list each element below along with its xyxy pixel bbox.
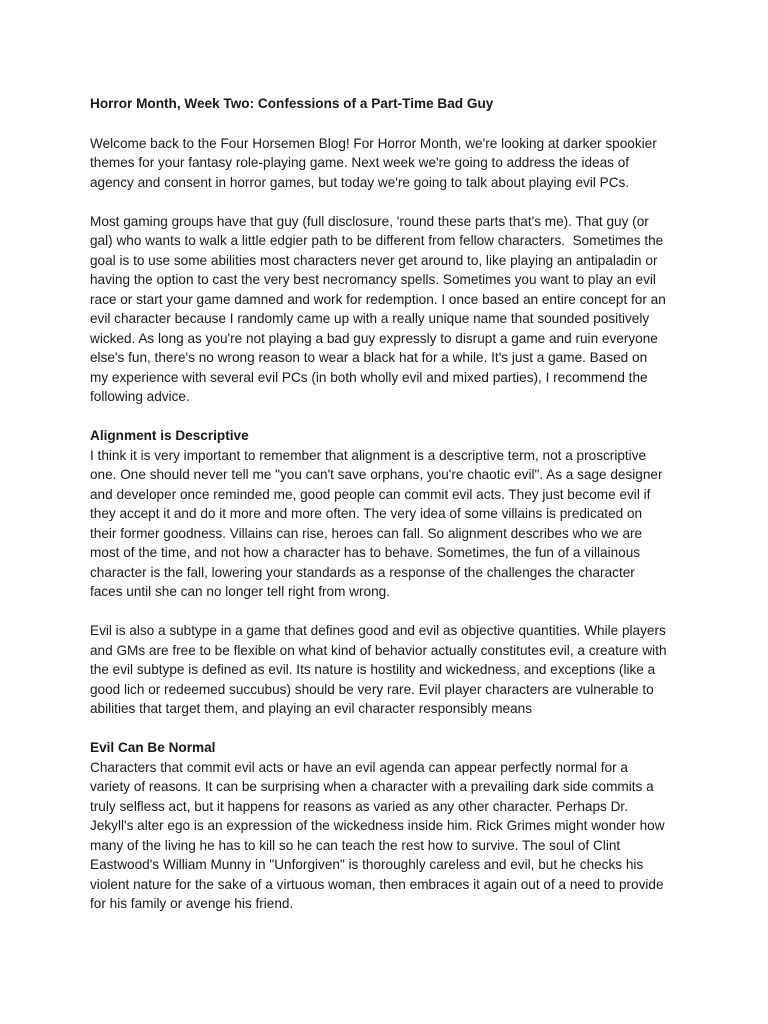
text-line: and developer once reminded me, good people can commit evil acts. They just become evil if bbox=[90, 486, 651, 502]
text-line: the evil subtype is defined as evil. Its nature is hostility and wickedness, and exceptions (like a bbox=[90, 662, 656, 677]
text-line: good lich or redeemed succubus) should be very rare. Evil player characters are vulnerable to bbox=[90, 681, 654, 697]
section-paragraph bbox=[90, 446, 690, 602]
text-line: their former goodness. Villains can rise, heroes can fall. So alignment describes who we are bbox=[90, 525, 643, 541]
text-line: having the option to cast the very best necromancy spells. Sometimes you want to play an evil bbox=[90, 272, 656, 287]
text-line: faces until she can no longer tell right from wrong. bbox=[90, 584, 390, 599]
text-line: they accept it and do it more and more often. The very idea of some villains is predicated on bbox=[90, 506, 643, 521]
text-line: evil character because I randomly came up with a really unique name that sounded positively bbox=[90, 311, 650, 326]
text-line: variety of reasons. It can be surprising when a character with a prevailing dark side commits a bbox=[90, 779, 654, 794]
body-paragraph bbox=[90, 621, 690, 719]
text-line: gal) who wants to walk a little edgier path to be different from fellow characters. Sometimes the bbox=[90, 233, 664, 248]
text-line: Characters that commit evil acts or have an evil agenda can appear perfectly normal for a bbox=[90, 759, 628, 775]
text-line: many of the living he has to kill so he can teach the rest how to survive. The soul of Clint bbox=[90, 837, 621, 853]
text-line: abilities that target them, and playing an evil character responsibly means bbox=[90, 701, 533, 716]
text-line: truly selfless act, but it happens for reasons as varied as any other character. Perhaps Dr. bbox=[90, 798, 628, 814]
text-line: most of the time, and not how a character has to behave. Sometimes, the fun of a villainous bbox=[90, 545, 641, 560]
text-line: race or start your game damned and work for redemption. I once based an entire concept for an bbox=[90, 291, 666, 307]
text-line: my experience with several evil PCs (in both wholly evil and mixed parties), I recommend the bbox=[90, 369, 648, 385]
text-line: Most gaming groups have that guy (full disclosure, 'round these parts that's me). That guy (or bbox=[90, 213, 649, 229]
text-line: I think it is very important to remember that alignment is a descriptive term, not a proscriptive bbox=[90, 447, 647, 463]
text-line: wicked. As long as you're not playing a bad guy expressly to disrupt a game and ruin everyone bbox=[90, 330, 658, 346]
text-line: goal is to use some abilities most characters never get around to, like playing an antipaladin or bbox=[90, 252, 658, 268]
text-line: Eastwood's William Munny in "Unforgiven" is thoroughly careless and evil, but he checks his bbox=[90, 857, 644, 872]
text-line: themes for your fantasy role-playing game. Next week we're going to address the ideas of bbox=[90, 155, 630, 170]
body-paragraph bbox=[90, 212, 690, 407]
text-line: character is the fall, lowering your standards as a response of the challenges the character bbox=[90, 564, 635, 580]
text-line: for his family or avenge his friend. bbox=[90, 896, 294, 911]
text-line: else's fun, there's no wrong reason to wear a black hat for a while. It's just a game. Based on bbox=[90, 350, 648, 365]
section-paragraph bbox=[90, 758, 690, 914]
text-line: Evil is also a subtype in a game that defines good and evil as objective quantities. While players bbox=[90, 623, 666, 638]
text-line: violent nature for the sake of a virtuous woman, then embraces it again out of a need to provide bbox=[90, 876, 664, 892]
intro-paragraph bbox=[90, 134, 690, 193]
section-heading-alignment: Alignment is Descriptive bbox=[90, 428, 249, 443]
text-line: and GMs are free to be flexible on what kind of behavior actually constitutes evil, a creature with bbox=[90, 642, 667, 658]
section-heading-evil-normal: Evil Can Be Normal bbox=[90, 740, 216, 755]
document-page bbox=[90, 94, 690, 933]
document-title: Horror Month, Week Two: Confessions of a Part-Time Bad Guy bbox=[90, 96, 494, 111]
text-line: one. One should never tell me "you can't save orphans, you're chaotic evil". As a sage designer bbox=[90, 467, 663, 482]
text-line: following advice. bbox=[90, 389, 190, 404]
text-line: Welcome back to the Four Horsemen Blog! For Horror Month, we're looking at darker spookier bbox=[90, 135, 657, 151]
text-line: Jekyll's alter ego is an expression of the wickedness inside him. Rick Grimes might wonder how bbox=[90, 818, 665, 833]
text-line: agency and consent in horror games, but today we're going to talk about playing evil PCs. bbox=[90, 174, 630, 190]
